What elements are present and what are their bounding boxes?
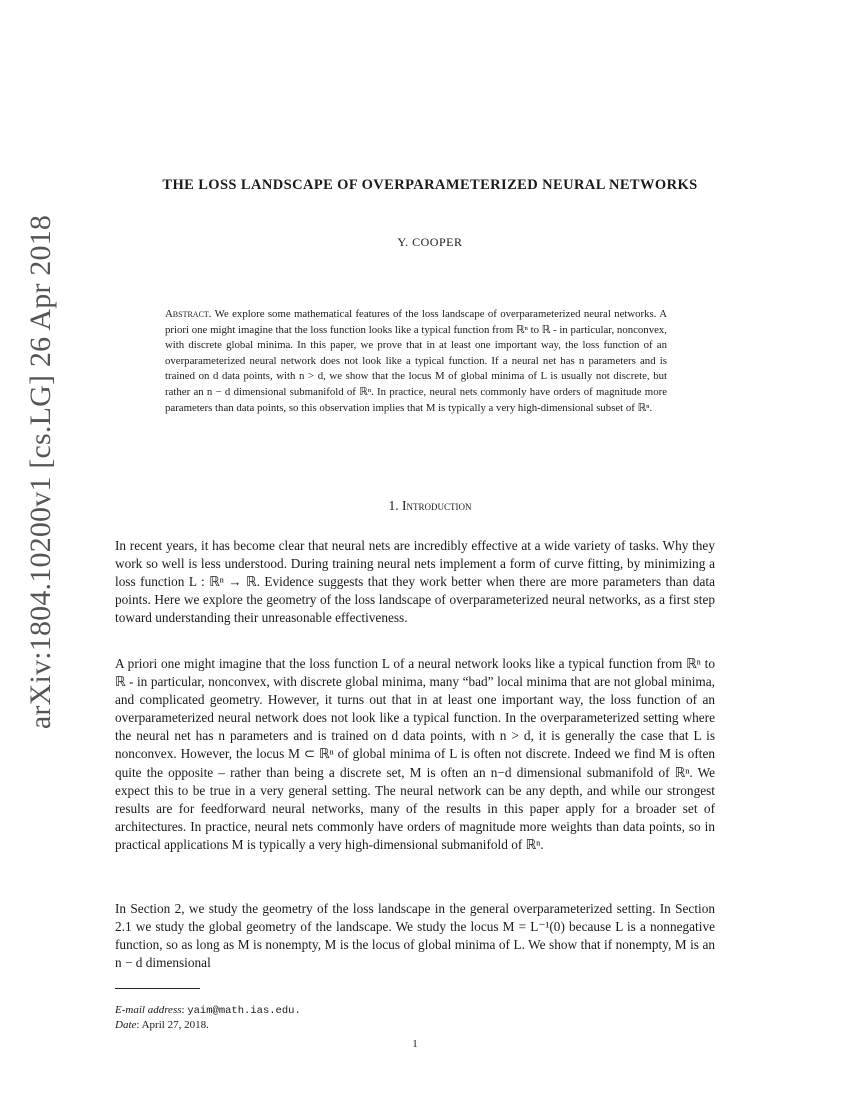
paper-title: THE LOSS LANDSCAPE OF OVERPARAMETERIZED NEURAL NETWORKS [162, 177, 698, 193]
footnote-divider [115, 988, 200, 989]
abstract-text: We explore some mathematical features of the loss landscape of overparameterized neural networks. A priori one might imagine that the loss function looks like a typical function from ℝⁿ to ℝ - in particular, nonconvex, with discrete global minima. In this paper, we prove that in at least one important way, the loss function of an overparameterized neural network does not look like a typical function. If a neural net has n parameters and is trained on d data points, with n > d, we show that the locus M of global minima of L is usually not discrete, but rather an n − d dimensional submanifold of ℝⁿ. In practice, neural nets commonly have orders of magnitude more parameters than data points, so this observation implies that M is typically a very high-dimensional subset of ℝⁿ. [165, 308, 667, 414]
section-heading [130, 498, 730, 514]
date-label: Date [115, 1019, 137, 1031]
page-number: 1 [412, 1038, 418, 1050]
author-name: Y. COOPER [397, 235, 463, 249]
arxiv-stamp-text: arXiv:1804.10200v1 [cs.LG] 26 Apr 2018 [24, 214, 58, 730]
intro-paragraph-1: In recent years, it has become clear that neural nets are incredibly effective at a wide variety of tasks. Why they work so well is less understood. During training neural nets implement a form of curve fitting, by minimizing a loss function L : ℝⁿ → ℝ. Evidence suggests that they work better when there are more parameters than data points. Here we explore the geometry of the loss landscape of overparameterized neural networks, as a first step toward understanding their unreasonable effectiveness. [115, 538, 715, 626]
section-number: 1. [388, 498, 399, 513]
footnote-date: Date: April 27, 2018. [115, 1019, 209, 1031]
arxiv-stamp [21, 214, 61, 730]
section-title: Introduction [402, 498, 472, 513]
intro-paragraph-2: A priori one might imagine that the loss function L of a neural network looks like a typical function from ℝⁿ to ℝ - in particular, nonconvex, with discrete global minima, many “bad” local minima that are not global minima, and complicated geometry. However, it turns out that in at least one important way, the loss function of an overparameterized neural network does not look like a typical function. In the overparameterized setting where the neural net has n parameters and is trained on d data points, with n > d, it is generally the case that L is nonconvex. However, the locus M ⊂ ℝⁿ of global minima of L is often not discrete. Indeed we find M is often quite the opposite – rather than being a discrete set, M is often an n−d dimensional submanifold of ℝⁿ. We expect this to be true in a very general setting. The neural network can be any depth, and while our strongest results are for feedforward neural networks, many of the results in this paper apply for a broader set of architectures. In practice, neural nets commonly have orders of magnitude more weights than data points, so in practical applications M is typically a very high-dimensional submanifold of ℝⁿ. [115, 656, 715, 852]
email-label: E-mail address [115, 1004, 182, 1016]
abstract-label: Abstract. [165, 308, 212, 320]
email-address[interactable]: yaim@math.ias.edu. [187, 1005, 301, 1017]
footnote-email: E-mail address: yaim@math.ias.edu. [115, 1004, 301, 1017]
date-value: April 27, 2018. [141, 1019, 209, 1031]
intro-paragraph-3: In Section 2, we study the geometry of the loss landscape in the general overparameterized setting. In Section 2.1 we study the global geometry of the landscape. We study the locus M = L⁻¹(0) because L is a nonnegative function, so as long as M is nonempty, M is the locus of global minima of L. We show that if nonempty, M is an n − d dimensional [115, 901, 715, 971]
abstract [165, 307, 667, 416]
